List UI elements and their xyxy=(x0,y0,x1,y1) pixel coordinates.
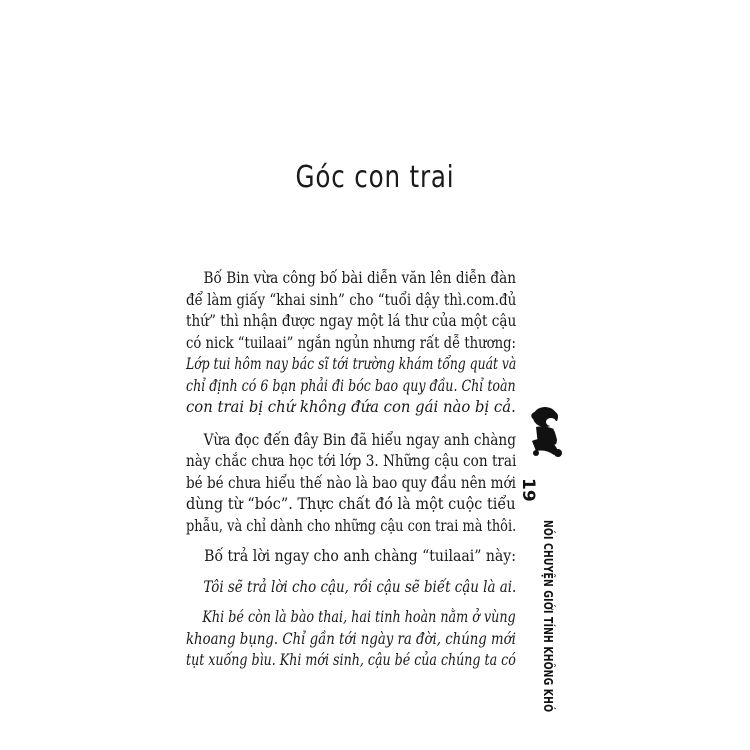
text-line: để làm giấy “khai sinh” cho “tuổi dậy thì.com.đủ xyxy=(186,290,517,309)
chapter-title: Góc con trai xyxy=(295,160,455,195)
text-line: chỉ định có 6 bạn phải đi bóc bao quy đầu. Chỉ toàn xyxy=(186,376,516,395)
text-line: thứ” thì nhận được ngay một lá thư của một cậu xyxy=(186,312,517,330)
text-line: Lớp tui hôm nay bác sĩ tới trường khám tổng quát và xyxy=(186,355,517,373)
text-line: Bố trả lời ngay cho anh chàng “tuilaai” này: xyxy=(204,547,516,565)
book-page: Góc con trai Bố Bin vừa công bố bài diễn văn lên diễn đàn để làm giấy “khai sinh” cho “tuổi dậy thì.com.đủ thứ” thì nhận được ngay một lá thư của một cậu có nick “tuilaai” ngắn ngủn nhưng rất dễ thương: Lớp tui hôm nay bác sĩ tới trường khám tổng quát và chỉ định có 6 bạn phải đi bóc bao quy đầu. Chỉ toàn con trai bị chứ không đứa con gái nào bị cả. Vừa đọc đến đây Bin đã hiểu ngay anh chàng này chắc chưa học tới lớp 3. Những cậu con trai bé bé chưa hiểu thế nào là bao quy đầu nên mới dùng từ “bóc”. Thực chất đó là một cuộc tiểu phẫu, và chỉ dành cho những cậu con trai mà thôi. Bố trả lời ngay cho anh chàng “tuilaai” này: Tôi sẽ trả lời cho cậu, rồi cậu sẽ biết cậu là ai. Khi bé còn là bào thai, hai tinh hoàn nằm ở vùng khoang bụng. Chỉ gần tới ngày ra đời, chúng mới tụt xuống bìu. Khi mới sinh, cậu bé của chúng ta có 19 NÓI CHUYỆN GIỚI TÍNH KHÔNG KHÓ xyxy=(0,0,750,750)
text-line: phẫu, và chỉ dành cho những cậu con trai mà thôi. xyxy=(186,516,517,535)
text-line: khoang bụng. Chỉ gần tới ngày ra đời, chúng mới xyxy=(186,629,516,648)
sitting-boy-icon xyxy=(524,405,570,463)
text-line: con trai bị chứ không đứa con gái nào bị cả. xyxy=(186,398,516,416)
text-line: này chắc chưa học tới lớp 3. Những cậu con trai xyxy=(186,452,517,470)
text-line: có nick “tuilaai” ngắn ngủn nhưng rất dễ thương: xyxy=(186,333,516,352)
text-line: Vừa đọc đến đây Bin đã hiểu ngay anh chàng xyxy=(203,430,516,449)
paragraph-1 xyxy=(186,268,516,419)
text-line: Tôi sẽ trả lời cho cậu, rồi cậu sẽ biết cậu là ai. xyxy=(203,577,517,596)
paragraph-2 xyxy=(186,430,516,538)
text-line: Bố Bin vừa công bố bài diễn văn lên diễn đàn xyxy=(203,269,516,287)
text-line: tụt xuống bìu. Khi mới sinh, cậu bé của chúng ta có xyxy=(186,651,516,669)
text-line: bé bé chưa hiểu thế nào là bao quy đầu nên mới xyxy=(186,473,516,492)
body-text xyxy=(186,268,516,672)
page-margin-left xyxy=(0,0,186,750)
text-line: Khi bé còn là bào thai, hai tinh hoàn nằm ở vùng xyxy=(202,608,516,626)
paragraph-4 xyxy=(186,577,516,599)
page-margin-right xyxy=(560,0,750,750)
text-line: dùng từ “bóc”. Thực chất đó là một cuộc tiểu xyxy=(186,495,516,513)
paragraph-3 xyxy=(186,546,516,568)
paragraph-5 xyxy=(186,607,516,672)
